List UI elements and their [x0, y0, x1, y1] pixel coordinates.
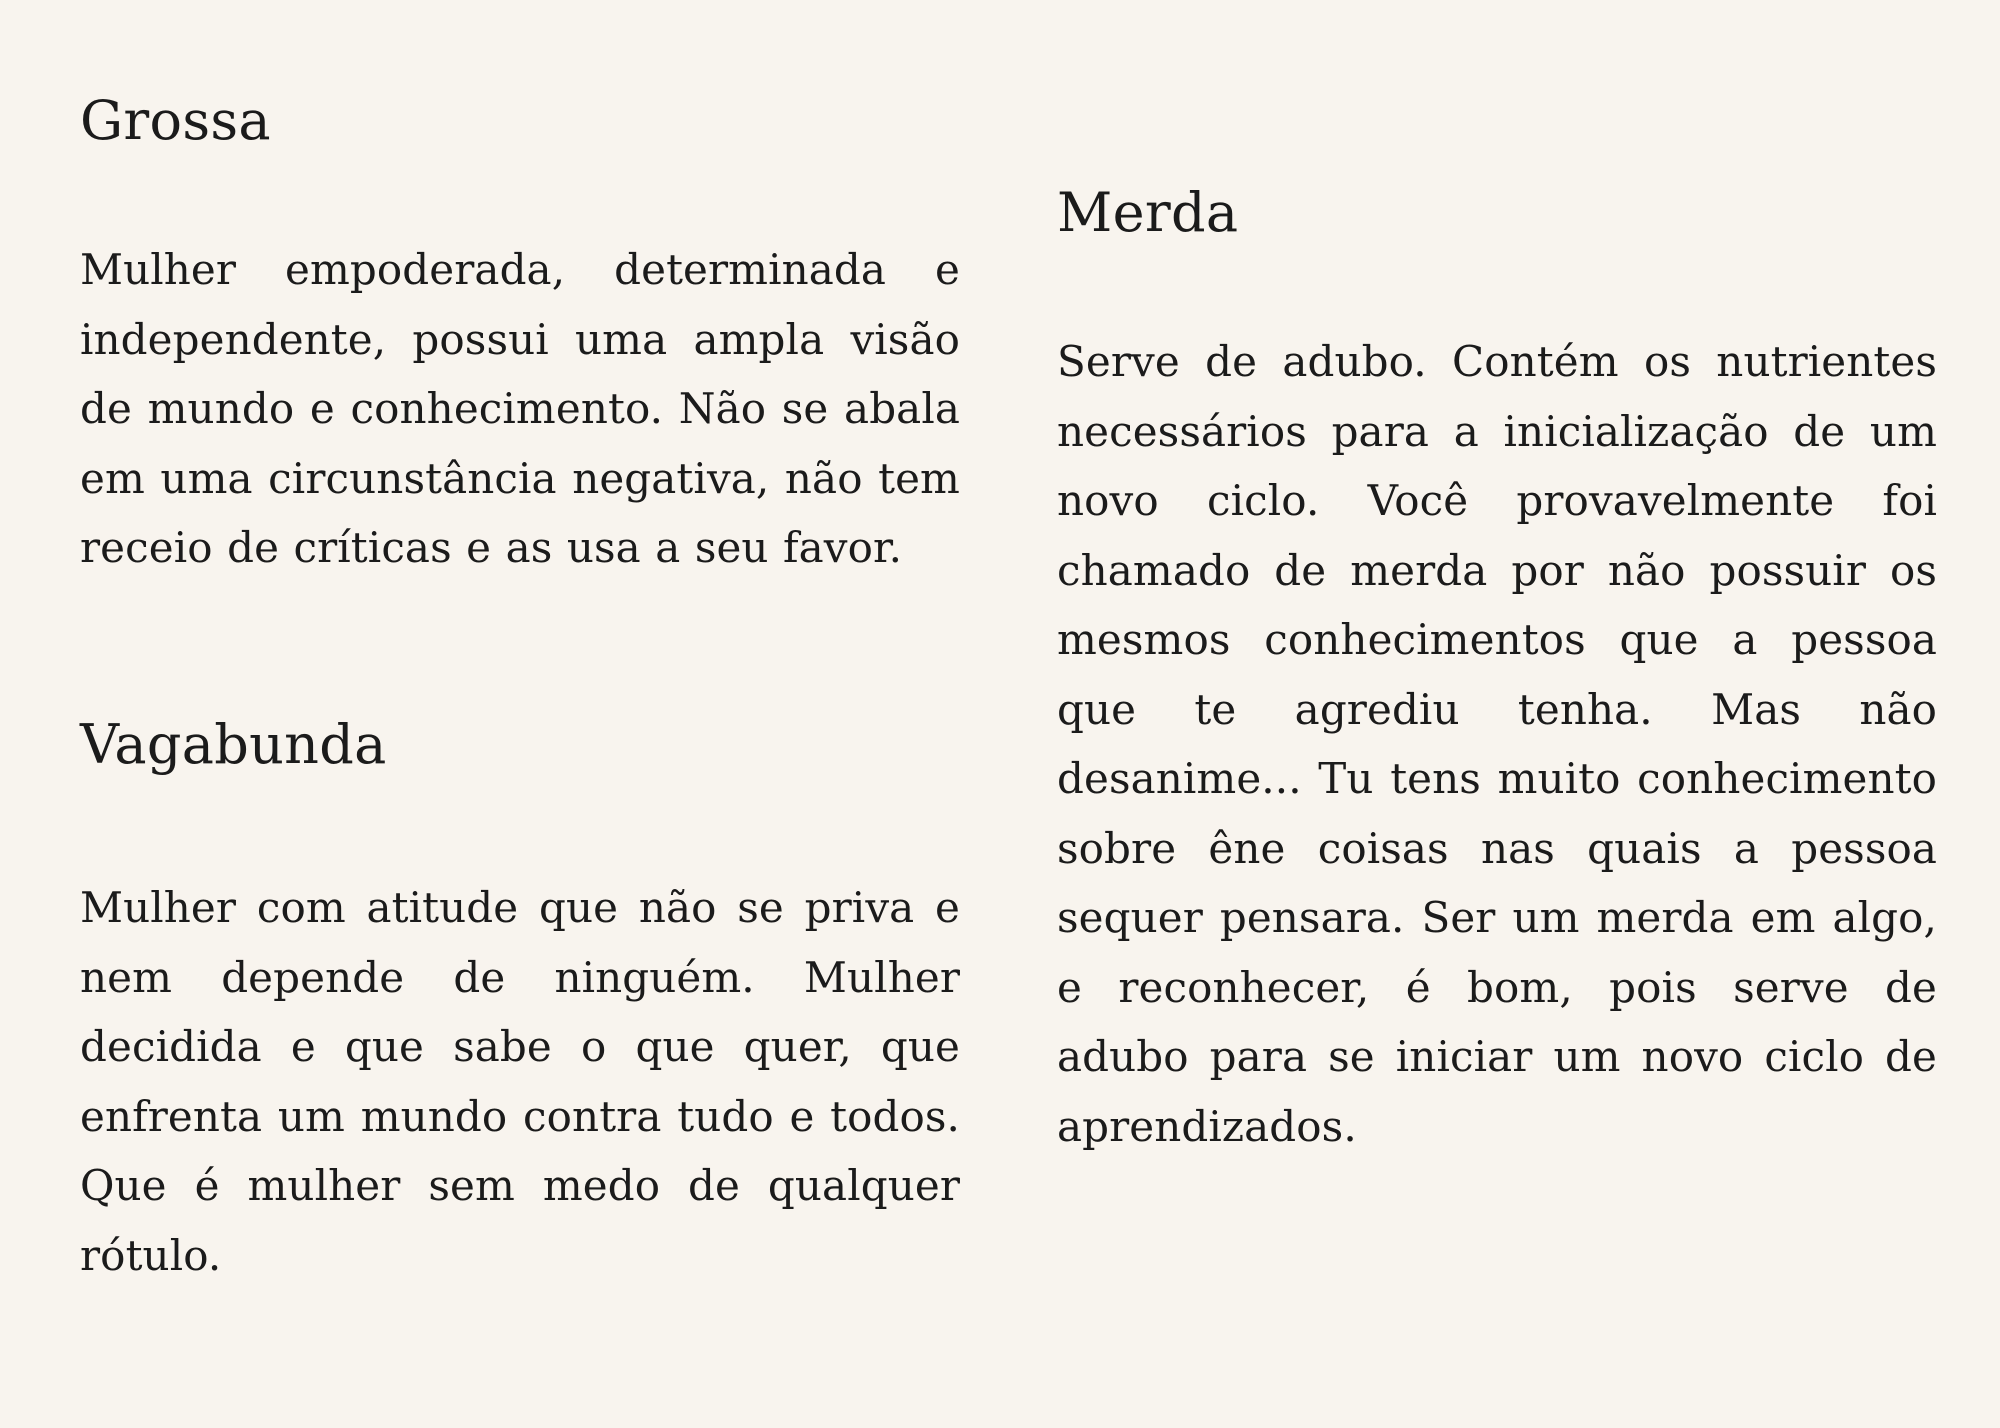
term-heading: Grossa [80, 89, 271, 152]
definition-text: Serve de adubo. Contém os nutrientes necessários para a inicialização de um novo ciclo. Você provavelmente foi chamado de merda por não possuir os mesmos conhecimentos que a pessoa que te agrediu tenha. Mas não desanime... Tu tens muito conhecimento sobre êne coisas nas quais a pessoa sequer pensara. Ser um merda em algo, e reconhecer, é bom, pois serve de adubo para se iniciar um novo ciclo de aprendizados. [1057, 337, 1937, 1151]
term-heading: Merda [1057, 181, 1239, 244]
definition-text: Mulher com atitude que não se priva e nem depende de ninguém. Mulher decidida e que sabe o que quer, que enfrenta um mundo contra tudo e todos. Que é mulher sem medo de qualquer rótulo. [80, 883, 960, 1280]
term-heading: Vagabunda [80, 713, 387, 776]
definition-text: Mulher empoderada, determinada e independente, possui uma ampla visão de mundo e conhecimento. Não se abala em uma circunstância negativa, não tem receio de críticas e as usa a seu favor. [80, 245, 960, 572]
